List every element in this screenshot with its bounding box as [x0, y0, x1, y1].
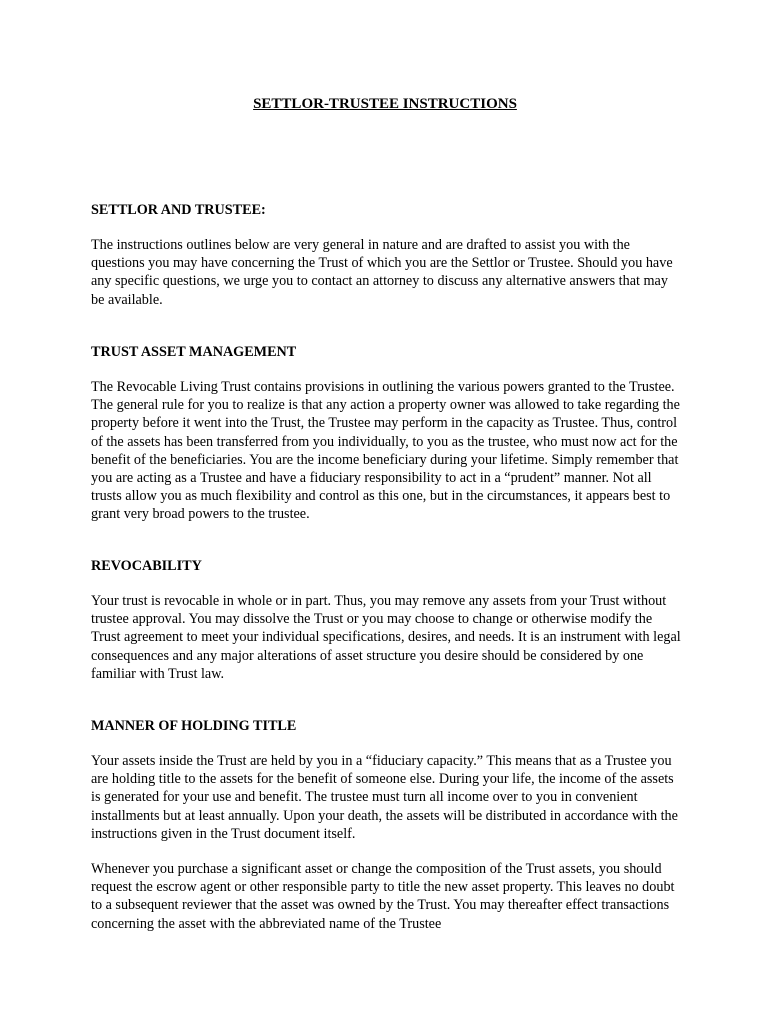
section-heading-manner-of-holding-title: MANNER OF HOLDING TITLE	[91, 718, 297, 734]
section-paragraph: The instructions outlines below are very general in nature and are drafted to assist you with the questions you may have concerning the Trust of which you are the Settlor or Trustee. Should you have any specific questions, we urge you to contact an attorney to discuss any alternative answers that may be available.	[91, 237, 673, 308]
section-paragraph: The Revocable Living Trust contains provisions in outlining the various powers granted to the Trustee. The general rule for you to realize is that any action a property owner was allowed to take regarding the property before it went into the Trust, the Trustee may perform in the capacity as Trustee. Thus, control of the assets has been transferred from you individually, to you as the trustee, who must now act for the benefit of the beneficiaries. You are the income beneficiary during your lifetime. Simply remember that you are acting as a Trustee and have a fiduciary responsibility to act in a “prudent” manner. Not all trusts allow you as much flexibility and control as this one, but in the circumstances, it appears best to grant very broad powers to the trustee.	[91, 379, 680, 523]
section-paragraph: Your trust is revocable in whole or in part. Thus, you may remove any assets from your Trust without trustee approval. You may dissolve the Trust or you may choose to change or otherwise modify the Trust agreement to meet your individual specifications, desires, and needs. It is an instrument with legal consequences and any major alterations of asset structure you desire should be considered by one familiar with Trust law.	[91, 593, 681, 682]
section-heading-trust-asset-management: TRUST ASSET MANAGEMENT	[91, 344, 297, 360]
section-heading-settlor-and-trustee: SETTLOR AND TRUSTEE:	[91, 202, 266, 218]
document-title: SETTLOR-TRUSTEE INSTRUCTIONS	[253, 96, 517, 112]
section-paragraph: Your assets inside the Trust are held by you in a “fiduciary capacity.” This means that as a Trustee you are holding title to the assets for the benefit of someone else. During your life, the income of the assets is generated for your use and benefit. The trustee must turn all income over to you in convenient installments but at least annually. Upon your death, the assets will be distributed in accordance with the instructions given in the Trust document itself.	[91, 753, 678, 842]
section-heading-revocability: REVOCABILITY	[91, 558, 202, 574]
section-paragraph: Whenever you purchase a significant asset or change the composition of the Trust assets, you should request the escrow agent or other responsible party to title the new asset property. This leaves no doubt to a subsequent reviewer that the asset was owned by the Trust. You may thereafter effect transactions concerning the asset with the abbreviated name of the Trustee	[91, 861, 675, 932]
